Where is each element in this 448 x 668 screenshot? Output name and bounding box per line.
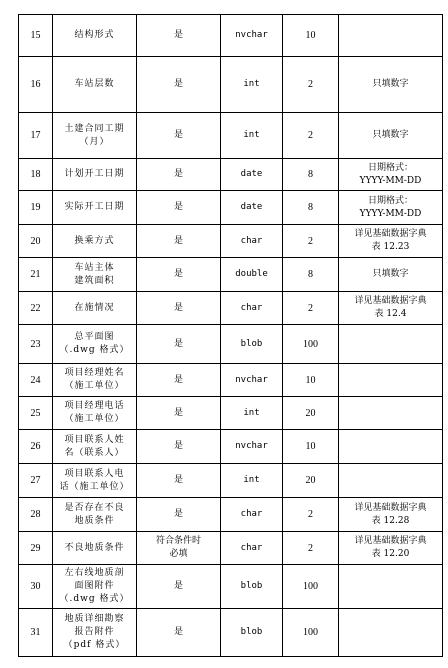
cell-remark: 日期格式： YYYY-MM-DD bbox=[339, 159, 443, 191]
cell-required: 是 bbox=[137, 325, 221, 364]
cell-length: 2 bbox=[283, 292, 339, 325]
cell-required: 是 bbox=[137, 397, 221, 430]
cell-field-name: 在施情况 bbox=[53, 292, 137, 325]
cell-remark: 只填数字 bbox=[339, 57, 443, 113]
cell-remark bbox=[339, 397, 443, 430]
cell-data-type: date bbox=[221, 159, 283, 191]
cell-field-name: 实际开工日期 bbox=[53, 191, 137, 225]
cell-number: 29 bbox=[19, 532, 53, 565]
cell-data-type: blob bbox=[221, 565, 283, 609]
cell-length: 100 bbox=[283, 609, 339, 657]
cell-field-name: 总平面图 （.dwg 格式） bbox=[53, 325, 137, 364]
cell-remark: 只填数字 bbox=[339, 258, 443, 292]
cell-length: 100 bbox=[283, 325, 339, 364]
table-row bbox=[19, 325, 443, 364]
cell-field-name: 换乘方式 bbox=[53, 225, 137, 258]
cell-field-name: 车站主体 建筑面积 bbox=[53, 258, 137, 292]
cell-number: 30 bbox=[19, 565, 53, 609]
table-row bbox=[19, 57, 443, 113]
cell-remark bbox=[339, 430, 443, 464]
cell-number: 20 bbox=[19, 225, 53, 258]
table-row bbox=[19, 292, 443, 325]
cell-number: 22 bbox=[19, 292, 53, 325]
cell-length: 2 bbox=[283, 532, 339, 565]
table-row bbox=[19, 364, 443, 397]
cell-field-name: 不良地质条件 bbox=[53, 532, 137, 565]
cell-field-name: 左右线地质剖 面图附件 （.dwg 格式） bbox=[53, 565, 137, 609]
cell-remark bbox=[339, 565, 443, 609]
cell-remark: 详见基础数据字典 表 12.4 bbox=[339, 292, 443, 325]
table-row bbox=[19, 159, 443, 191]
cell-length: 10 bbox=[283, 364, 339, 397]
cell-remark bbox=[339, 609, 443, 657]
cell-data-type: double bbox=[221, 258, 283, 292]
cell-number: 18 bbox=[19, 159, 53, 191]
cell-data-type: char bbox=[221, 498, 283, 532]
cell-field-name: 车站层数 bbox=[53, 57, 137, 113]
cell-field-name: 土建合同工期 （月） bbox=[53, 113, 137, 159]
cell-length: 2 bbox=[283, 57, 339, 113]
cell-remark bbox=[339, 464, 443, 498]
cell-field-name: 是否存在不良 地质条件 bbox=[53, 498, 137, 532]
cell-remark: 只填数字 bbox=[339, 113, 443, 159]
cell-data-type: nvchar bbox=[221, 430, 283, 464]
cell-length: 8 bbox=[283, 191, 339, 225]
table-row bbox=[19, 430, 443, 464]
cell-data-type: date bbox=[221, 191, 283, 225]
cell-number: 15 bbox=[19, 15, 53, 57]
cell-required: 是 bbox=[137, 225, 221, 258]
cell-field-name: 项目经理姓名 （施工单位） bbox=[53, 364, 137, 397]
cell-required: 是 bbox=[137, 565, 221, 609]
cell-length: 2 bbox=[283, 113, 339, 159]
cell-number: 31 bbox=[19, 609, 53, 657]
cell-required: 是 bbox=[137, 258, 221, 292]
cell-data-type: char bbox=[221, 292, 283, 325]
cell-data-type: char bbox=[221, 225, 283, 258]
table-body bbox=[19, 15, 443, 657]
table-row bbox=[19, 565, 443, 609]
cell-required: 是 bbox=[137, 430, 221, 464]
cell-length: 10 bbox=[283, 430, 339, 464]
cell-data-type: int bbox=[221, 397, 283, 430]
cell-required: 是 bbox=[137, 364, 221, 397]
cell-length: 8 bbox=[283, 159, 339, 191]
cell-number: 23 bbox=[19, 325, 53, 364]
cell-required: 是 bbox=[137, 15, 221, 57]
cell-remark: 详见基础数据字典 表 12.23 bbox=[339, 225, 443, 258]
cell-length: 8 bbox=[283, 258, 339, 292]
cell-number: 17 bbox=[19, 113, 53, 159]
cell-data-type: int bbox=[221, 113, 283, 159]
table-row bbox=[19, 225, 443, 258]
cell-number: 25 bbox=[19, 397, 53, 430]
cell-length: 20 bbox=[283, 397, 339, 430]
cell-required: 是 bbox=[137, 57, 221, 113]
cell-data-type: blob bbox=[221, 325, 283, 364]
cell-required: 是 bbox=[137, 113, 221, 159]
cell-data-type: nvchar bbox=[221, 15, 283, 57]
cell-length: 20 bbox=[283, 464, 339, 498]
cell-data-type: nvchar bbox=[221, 364, 283, 397]
cell-remark: 详见基础数据字典 表 12.20 bbox=[339, 532, 443, 565]
cell-data-type: int bbox=[221, 464, 283, 498]
cell-number: 21 bbox=[19, 258, 53, 292]
cell-number: 27 bbox=[19, 464, 53, 498]
cell-data-type: int bbox=[221, 57, 283, 113]
cell-field-name: 项目联系人姓 名（联系人） bbox=[53, 430, 137, 464]
cell-remark: 日期格式： YYYY-MM-DD bbox=[339, 191, 443, 225]
cell-field-name: 项目经理电话 （施工单位） bbox=[53, 397, 137, 430]
table-row bbox=[19, 258, 443, 292]
cell-number: 26 bbox=[19, 430, 53, 464]
cell-required: 符合条件时 必填 bbox=[137, 532, 221, 565]
table-row bbox=[19, 113, 443, 159]
cell-field-name: 地质详细勘察 报告附件 （pdf 格式） bbox=[53, 609, 137, 657]
cell-data-type: blob bbox=[221, 609, 283, 657]
cell-length: 100 bbox=[283, 565, 339, 609]
cell-field-name: 项目联系人电 话（施工单位） bbox=[53, 464, 137, 498]
cell-field-name: 计划开工日期 bbox=[53, 159, 137, 191]
cell-remark bbox=[339, 15, 443, 57]
table-row bbox=[19, 191, 443, 225]
cell-field-name: 结构形式 bbox=[53, 15, 137, 57]
table-row bbox=[19, 532, 443, 565]
cell-remark bbox=[339, 325, 443, 364]
cell-remark: 详见基础数据字典 表 12.28 bbox=[339, 498, 443, 532]
cell-number: 19 bbox=[19, 191, 53, 225]
cell-number: 28 bbox=[19, 498, 53, 532]
cell-required: 是 bbox=[137, 498, 221, 532]
table-row bbox=[19, 609, 443, 657]
table-row bbox=[19, 397, 443, 430]
cell-length: 2 bbox=[283, 498, 339, 532]
cell-data-type: char bbox=[221, 532, 283, 565]
cell-required: 是 bbox=[137, 464, 221, 498]
cell-number: 24 bbox=[19, 364, 53, 397]
field-spec-table bbox=[18, 14, 443, 657]
cell-length: 10 bbox=[283, 15, 339, 57]
cell-required: 是 bbox=[137, 292, 221, 325]
cell-length: 2 bbox=[283, 225, 339, 258]
table-row bbox=[19, 498, 443, 532]
table-row bbox=[19, 15, 443, 57]
cell-required: 是 bbox=[137, 191, 221, 225]
cell-remark bbox=[339, 364, 443, 397]
table-row bbox=[19, 464, 443, 498]
cell-number: 16 bbox=[19, 57, 53, 113]
cell-required: 是 bbox=[137, 609, 221, 657]
cell-required: 是 bbox=[137, 159, 221, 191]
